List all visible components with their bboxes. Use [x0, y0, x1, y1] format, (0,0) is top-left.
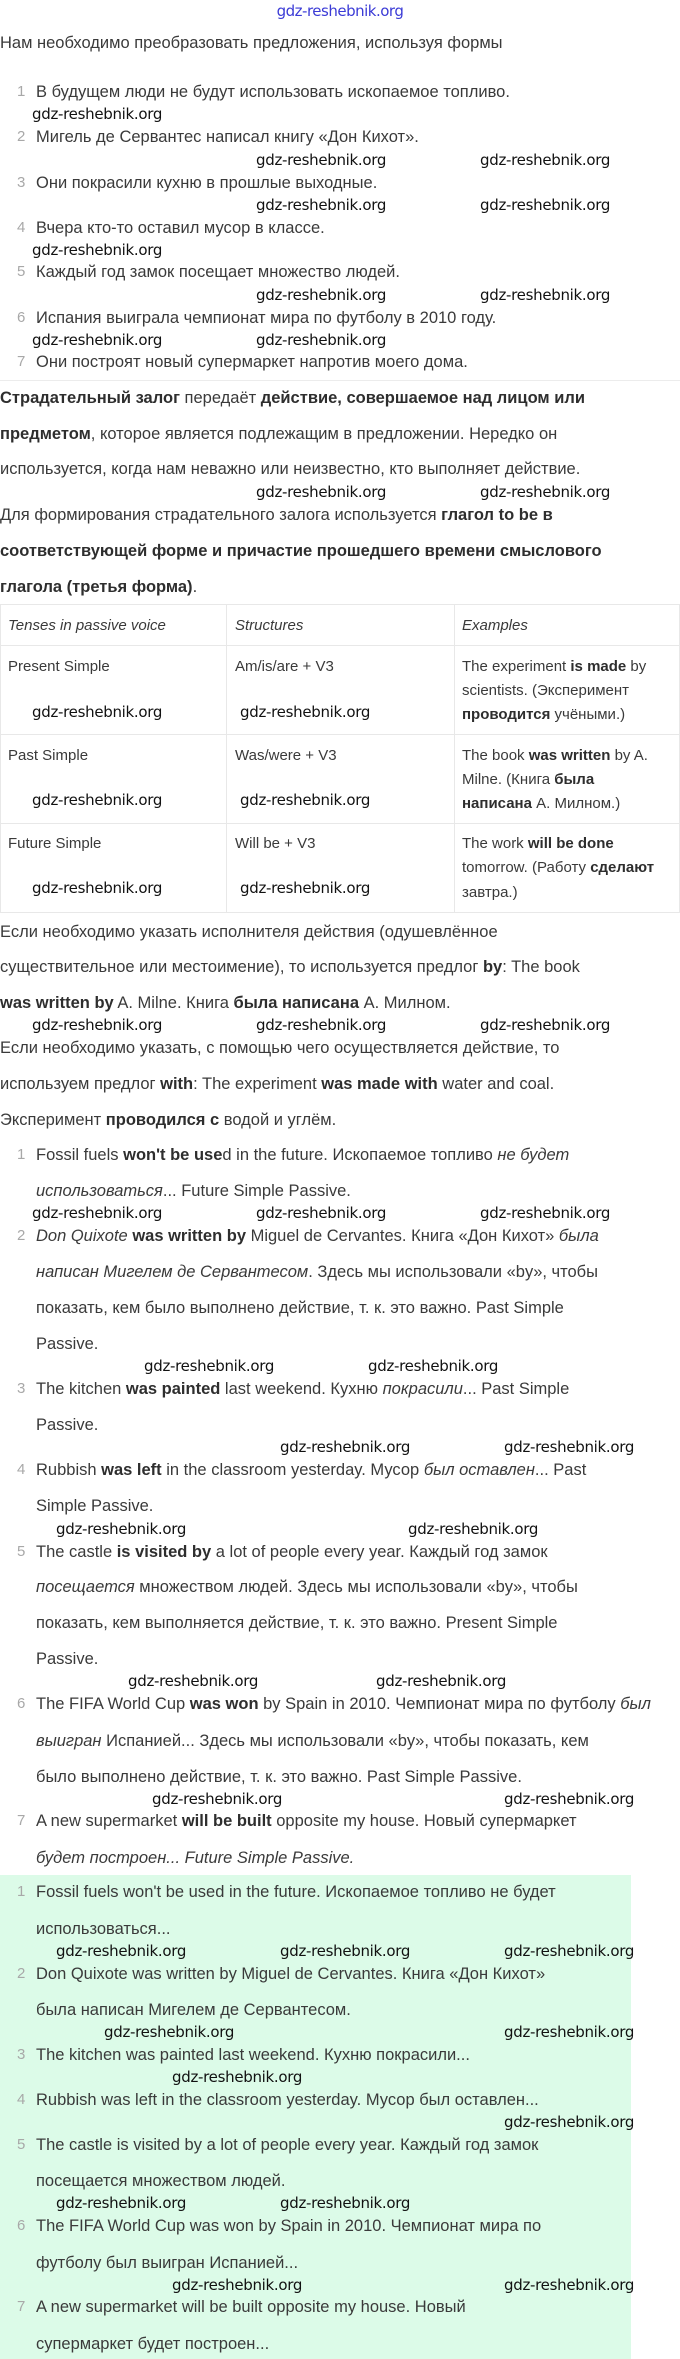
text-run: Milne. (Книга	[462, 771, 555, 788]
watermark-overlay: gdz-reshebnik.org	[504, 2275, 635, 2294]
text-run: Испанией... Здесь мы использовали «by», чтобы показать, кем	[101, 1732, 589, 1750]
table-structure-cell	[235, 833, 315, 855]
text-run: Present Simple	[8, 658, 110, 675]
text-run: Fossil fuels won't be used in the future. Ископаемое топливо не будет	[36, 1883, 556, 1901]
text-run: Если необходимо указать исполнителя действия (одушевлённое	[0, 923, 498, 941]
list-number: 3	[17, 174, 26, 191]
bold-text: была написана	[233, 994, 359, 1012]
bold-text: сделают	[590, 859, 655, 876]
list-number: 7	[17, 353, 26, 370]
text-run: . Здесь мы использовали «by», чтобы	[308, 1263, 598, 1281]
watermark-overlay: gdz-reshebnik.org	[32, 878, 163, 897]
text-run: посещается множеством людей.	[36, 2172, 286, 2190]
text-run: water and coal.	[437, 1075, 555, 1093]
explanation-line	[36, 1766, 522, 1788]
text-run: opposite my house. Новый супермаркет	[271, 1812, 577, 1830]
explanation-line	[36, 1847, 354, 1869]
table-example-cell	[462, 769, 594, 791]
italic-text: посещается	[36, 1578, 135, 1596]
list-number: 7	[17, 2298, 26, 2315]
text-run: : The book	[502, 958, 580, 976]
list-number: 5	[17, 2136, 26, 2153]
table-structure-cell	[235, 656, 334, 678]
watermark-overlay: gdz-reshebnik.org	[504, 2113, 635, 2131]
bold-text: was written by	[0, 994, 114, 1012]
bold-text: is visited by	[116, 1543, 212, 1561]
text-run: The experiment	[462, 658, 571, 675]
text-run: Вчера кто-то оставил мусор в классе.	[36, 219, 325, 237]
italic-text: использоваться	[36, 1182, 163, 1200]
table-example-cell	[462, 857, 654, 879]
theory-paragraph	[0, 458, 580, 480]
theory-paragraph	[0, 1109, 336, 1131]
watermark-overlay: gdz-reshebnik.org	[376, 1672, 507, 1690]
text-run: The castle	[36, 1543, 117, 1561]
text-run: супермаркет будет построен...	[36, 2335, 270, 2353]
bold-text: by	[482, 958, 503, 976]
task-sentence	[36, 172, 377, 194]
text-run: Miguel de Cervantes. Книга «Дон Кихот»	[246, 1227, 559, 1245]
list-number: 6	[17, 309, 26, 326]
text-run: The FIFA World Cup	[36, 1695, 190, 1713]
italic-text: Structures	[235, 617, 304, 634]
task-sentence	[36, 307, 496, 329]
bold-text: соответствующей форме и причастие прошедшего времени смыслового	[0, 542, 602, 560]
italic-text: Don Quixote	[36, 1227, 128, 1245]
watermark-overlay: gdz-reshebnik.org	[240, 702, 371, 721]
text-run: передаёт	[179, 389, 261, 407]
theory-paragraph	[0, 540, 602, 562]
italic-text: покрасили	[382, 1380, 463, 1398]
bold-text: was written	[528, 747, 611, 764]
bold-text: with	[160, 1075, 194, 1093]
list-number: 5	[17, 263, 26, 280]
italic-text: Examples	[462, 617, 528, 634]
watermark-overlay: gdz-reshebnik.org	[104, 2023, 235, 2041]
explanation-line	[36, 1378, 569, 1400]
text-run: водой и углём.	[219, 1111, 337, 1129]
watermark-overlay: gdz-reshebnik.org	[240, 790, 371, 809]
task-sentence	[36, 217, 325, 239]
text-run: A new supermarket will be built opposite my house. Новый	[36, 2298, 466, 2316]
bold-text: was made with	[321, 1075, 438, 1093]
task-sentence	[36, 351, 468, 373]
list-number: 3	[17, 2046, 26, 2063]
italic-text: была	[558, 1227, 599, 1245]
list-number: 4	[17, 219, 26, 236]
watermark-overlay: gdz-reshebnik.org	[56, 1519, 187, 1538]
text-run: Am/is/are + V3	[235, 658, 334, 675]
text-run: ... Future Simple Passive.	[162, 1182, 351, 1200]
table-example-cell	[462, 882, 518, 904]
table-example-cell	[462, 833, 614, 855]
answer-line	[36, 2089, 539, 2111]
table-example-cell	[462, 793, 620, 815]
theory-paragraph	[0, 921, 498, 943]
text-run: d in the future. Ископаемое топливо	[222, 1146, 498, 1164]
italic-text: написан Мигелем де Сервантесом	[36, 1263, 309, 1281]
theory-paragraph	[0, 423, 557, 445]
text-run: Если необходимо указать, с помощью чего осуществляется действие, то	[0, 1039, 560, 1057]
text-run: Fossil fuels	[36, 1146, 124, 1164]
watermark-overlay: gdz-reshebnik.org	[280, 1438, 411, 1456]
watermark-overlay: gdz-reshebnik.org	[128, 1672, 259, 1690]
table-header-cell	[8, 615, 166, 637]
table-tense-cell	[8, 833, 101, 855]
table-header-cell	[462, 615, 528, 637]
watermark-overlay: gdz-reshebnik.org	[32, 1204, 163, 1222]
answer-line	[36, 2170, 285, 2192]
watermark-overlay: gdz-reshebnik.org	[256, 1016, 387, 1034]
list-number: 3	[17, 1380, 26, 1397]
list-number: 6	[17, 2217, 26, 2234]
watermark-overlay: gdz-reshebnik.org	[280, 2194, 411, 2212]
answer-line	[36, 1963, 545, 1985]
list-number: 6	[17, 1695, 26, 1712]
answer-line	[36, 1881, 556, 1903]
answer-line	[36, 2044, 470, 2066]
list-number: 2	[17, 1227, 26, 1244]
watermark-overlay: gdz-reshebnik.org	[172, 2275, 303, 2294]
italic-text: был оставлен	[423, 1461, 535, 1479]
list-number: 1	[17, 83, 26, 100]
text-run: Was/were + V3	[235, 747, 337, 764]
watermark-overlay: gdz-reshebnik.org	[504, 1438, 635, 1456]
watermark-overlay: gdz-reshebnik.org	[56, 2194, 187, 2212]
text-run: Каждый год замок посещает множество людей.	[36, 263, 400, 281]
list-number: 7	[17, 1812, 26, 1829]
text-run: используется, когда нам неважно или неизвестно, кто выполняет действие.	[0, 460, 581, 478]
watermark-overlay: gdz-reshebnik.org	[56, 1942, 187, 1960]
text-run: Rubbish	[36, 1461, 102, 1479]
theory-paragraph	[0, 1037, 559, 1059]
answer-line	[36, 2215, 541, 2237]
text-run: A. Milne. Книга	[113, 994, 234, 1012]
explanation-line	[36, 1495, 153, 1517]
text-run: Future Simple	[8, 835, 102, 852]
explanation-line	[36, 1297, 564, 1319]
explanation-line	[36, 1144, 569, 1166]
text-run: Испания выиграла чемпионат мира по футболу в 2010 году.	[36, 309, 497, 327]
text-run: A new supermarket	[36, 1812, 182, 1830]
watermark-overlay: gdz-reshebnik.org	[480, 1204, 611, 1222]
bold-text: проводится	[462, 706, 551, 723]
text-run: Simple Passive.	[36, 1497, 154, 1515]
theory-paragraph	[0, 576, 197, 598]
watermark-overlay: gdz-reshebnik.org	[480, 482, 611, 501]
task-sentence	[36, 81, 510, 103]
text-run: Past Simple	[8, 747, 89, 764]
text-run: The kitchen	[36, 1380, 126, 1398]
list-number: 2	[17, 1965, 26, 1982]
task-sentence	[36, 261, 400, 283]
text-run: Они покрасили кухню в прошлые выходные.	[36, 174, 378, 192]
table-example-cell	[462, 656, 646, 678]
text-run: Passive.	[36, 1650, 99, 1668]
text-run: существительное или местоимение), то используется предлог	[0, 958, 483, 976]
text-run: футболу был выигран Испанией...	[36, 2254, 299, 2272]
table-example-cell	[462, 680, 629, 702]
watermark-overlay: gdz-reshebnik.org	[32, 330, 163, 349]
watermark-overlay: gdz-reshebnik.org	[256, 482, 387, 501]
text-run: Will be + V3	[235, 835, 316, 852]
table-header-cell	[235, 615, 303, 637]
answer-line	[36, 2333, 269, 2355]
text-run: in the classroom yesterday. Мусор	[161, 1461, 424, 1479]
explanation-line	[36, 1459, 586, 1481]
table-tense-cell	[8, 656, 110, 678]
watermark-overlay: gdz-reshebnik.org	[256, 330, 387, 349]
watermark-overlay: gdz-reshebnik.org	[240, 878, 371, 897]
watermark-overlay: gdz-reshebnik.org	[280, 1942, 411, 1960]
watermark-overlay: gdz-reshebnik.org	[368, 1357, 499, 1375]
text-run: Rubbish was left in the classroom yesterday. Мусор был оставлен...	[36, 2091, 539, 2109]
answer-line	[36, 2252, 298, 2274]
text-run: Они построят новый супермаркет напротив моего дома.	[36, 353, 468, 371]
text-run: The work	[462, 835, 528, 852]
site-watermark-header: gdz-reshebnik.org	[276, 2, 404, 20]
watermark-overlay: gdz-reshebnik.org	[152, 1789, 283, 1808]
text-run: by Spain in 2010. Чемпионат мира по футболу	[258, 1695, 621, 1713]
section-divider	[0, 380, 680, 381]
text-run: учёными.)	[550, 706, 626, 723]
explanation-line	[36, 1261, 598, 1283]
watermark-overlay: gdz-reshebnik.org	[32, 240, 163, 259]
text-run: : The experiment	[193, 1075, 322, 1093]
text-run: The book	[462, 747, 529, 764]
text-run: А. Милном.	[359, 994, 451, 1012]
watermark-overlay: gdz-reshebnik.org	[32, 702, 163, 721]
italic-text: был	[620, 1695, 651, 1713]
bold-text: won't be use	[123, 1146, 223, 1164]
table-tense-cell	[8, 745, 88, 767]
watermark-overlay: gdz-reshebnik.org	[480, 285, 611, 304]
explanation-line	[36, 1541, 548, 1563]
bold-text: will be built	[181, 1812, 272, 1830]
italic-text: Tenses in passive voice	[8, 617, 166, 634]
italic-text: не будет	[497, 1146, 570, 1164]
answer-line	[36, 1999, 351, 2021]
text-run: a lot of people every year. Каждый год замок	[211, 1543, 548, 1561]
watermark-overlay: gdz-reshebnik.org	[32, 790, 163, 809]
explanation-line	[36, 1414, 98, 1436]
text-run: множеством людей. Здесь мы использовали «by», чтобы	[134, 1578, 578, 1596]
list-number: 4	[17, 1461, 26, 1478]
watermark-overlay: gdz-reshebnik.org	[480, 1016, 611, 1034]
text-run: scientists. (Эксперимент	[462, 682, 630, 699]
text-run: by	[626, 658, 647, 675]
text-run: Don Quixote was written by Miguel de Cervantes. Книга «Дон Кихот»	[36, 1965, 546, 1983]
text-run: Мигель де Сервантес написал книгу «Дон Кихот».	[36, 128, 419, 146]
italic-text: будет построен... Future Simple Passive.	[36, 1849, 355, 1867]
explanation-line	[36, 1180, 351, 1202]
watermark-overlay: gdz-reshebnik.org	[256, 285, 387, 304]
watermark-overlay: gdz-reshebnik.org	[256, 196, 387, 214]
theory-paragraph	[0, 992, 451, 1014]
explanation-line	[36, 1810, 577, 1832]
explanation-line	[36, 1648, 98, 1670]
theory-paragraph	[0, 504, 553, 526]
watermark-overlay: gdz-reshebnik.org	[144, 1357, 275, 1375]
bold-text: was won	[189, 1695, 259, 1713]
explanation-line	[36, 1693, 651, 1715]
text-run: by A.	[610, 747, 648, 764]
text-run: .	[192, 578, 198, 596]
text-run: была написан Мигелем де Сервантесом.	[36, 2001, 351, 2019]
intro-text	[0, 32, 503, 54]
table-example-cell	[462, 704, 625, 726]
theory-paragraph	[0, 956, 580, 978]
text-run: ... Past Simple	[462, 1380, 570, 1398]
italic-text: выигран	[36, 1732, 102, 1750]
watermark-overlay: gdz-reshebnik.org	[32, 105, 163, 123]
task-sentence	[36, 126, 419, 148]
text-run: было выполнено действие, т. к. это важно. Past Simple Passive.	[36, 1768, 522, 1786]
text-run: А. Милном.)	[531, 795, 621, 812]
list-number: 4	[17, 2091, 26, 2108]
theory-paragraph	[0, 387, 585, 409]
text-run: The FIFA World Cup was won by Spain in 2010. Чемпионат мира по	[36, 2217, 542, 2235]
text-run: Passive.	[36, 1416, 99, 1434]
bold-text: проводился с	[105, 1111, 220, 1129]
watermark-overlay: gdz-reshebnik.org	[480, 150, 611, 169]
theory-paragraph	[0, 1073, 554, 1095]
bold-text: was painted	[125, 1380, 221, 1398]
bold-text: глагол to be в	[441, 506, 553, 524]
bold-text: will be done	[527, 835, 614, 852]
watermark-overlay: gdz-reshebnik.org	[32, 1016, 163, 1034]
bold-text: was written by	[132, 1227, 247, 1245]
explanation-line	[36, 1576, 578, 1598]
watermark-overlay: gdz-reshebnik.org	[256, 1204, 387, 1222]
explanation-line	[36, 1612, 557, 1634]
bold-text: была	[554, 771, 595, 788]
list-number: 1	[17, 1883, 26, 1900]
text-run: ... Past	[534, 1461, 587, 1479]
table-structure-cell	[235, 745, 337, 767]
text-run: , которое является подлежащим в предложении. Нередко он	[90, 425, 558, 443]
text-run: tomorrow. (Работу	[462, 859, 591, 876]
text-run: завтра.)	[462, 884, 518, 901]
text-run: last weekend. Кухню	[220, 1380, 383, 1398]
watermark-overlay: gdz-reshebnik.org	[172, 2068, 303, 2086]
text-run: The castle is visited by a lot of people every year. Каждый год замок	[36, 2136, 539, 2154]
list-number: 1	[17, 1146, 26, 1163]
text-run: The kitchen was painted last weekend. Кухню покрасили...	[36, 2046, 470, 2064]
list-number: 2	[17, 128, 26, 145]
text-run: Passive.	[36, 1335, 99, 1353]
bold-text: was left	[101, 1461, 162, 1479]
bold-text: глагола (третья форма)	[0, 578, 193, 596]
list-number: 5	[17, 1543, 26, 1560]
watermark-overlay: gdz-reshebnik.org	[504, 1789, 635, 1808]
text-run: Эксперимент	[0, 1111, 106, 1129]
watermark-overlay: gdz-reshebnik.org	[504, 1942, 635, 1960]
table-example-cell	[462, 745, 648, 767]
bold-text: Страдательный залог	[0, 389, 180, 407]
watermark-overlay: gdz-reshebnik.org	[504, 2023, 635, 2041]
explanation-line	[36, 1225, 599, 1247]
text-run: Нам необходимо преобразовать предложения, используя формы	[0, 34, 503, 52]
text-run: Для формирования страдательного залога используется	[0, 506, 442, 524]
text-run: показать, кем было выполнено действие, т. к. это важно. Past Simple	[36, 1299, 564, 1317]
watermark-overlay: gdz-reshebnik.org	[408, 1519, 539, 1538]
bold-text: написана	[462, 795, 532, 812]
answer-line	[36, 1918, 170, 1940]
answer-line	[36, 2134, 538, 2156]
text-run: показать, кем выполняется действие, т. к. это важно. Present Simple	[36, 1614, 558, 1632]
explanation-line	[36, 1730, 589, 1752]
bold-text: is made	[570, 658, 627, 675]
bold-text: действие, совершаемое над лицом или	[260, 389, 585, 407]
watermark-overlay: gdz-reshebnik.org	[480, 196, 611, 214]
watermark-overlay: gdz-reshebnik.org	[256, 150, 387, 169]
bold-text: предметом	[0, 425, 91, 443]
explanation-line	[36, 1333, 98, 1355]
answer-line	[36, 2296, 466, 2318]
text-run: В будущем люди не будут использовать ископаемое топливо.	[36, 83, 510, 101]
text-run: используем предлог	[0, 1075, 161, 1093]
text-run: использоваться...	[36, 1920, 171, 1938]
